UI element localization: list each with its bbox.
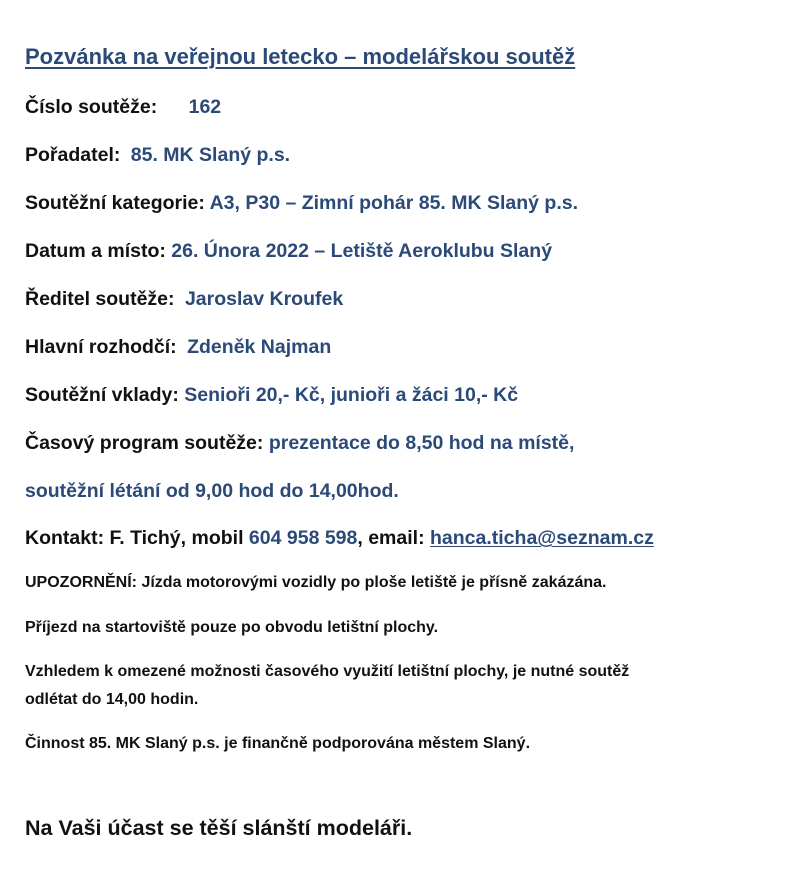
organizer-label: Pořadatel: xyxy=(25,144,121,166)
warning-note: UPOZORNĚNÍ: Jízda motorovými vozidly po ploše letiště je přísně zakázána. xyxy=(25,574,607,591)
organizer-value: 85. MK Slaný p.s. xyxy=(130,144,291,166)
schedule-value: prezentace do 8,50 hod na místě, xyxy=(268,432,575,454)
closing-line: Na Vaši účast se těší slánští modeláři. xyxy=(25,816,413,840)
invitation-document xyxy=(25,0,798,875)
competition-number-label: Číslo soutěže: xyxy=(25,96,158,118)
time-note-line-2: odlétat do 14,00 hodin. xyxy=(25,691,199,708)
director-label: Ředitel soutěže: xyxy=(25,288,175,310)
date-place-label: Datum a místo: xyxy=(25,240,166,262)
referee-row xyxy=(25,335,331,359)
fees-value: Senioři 20,- Kč, junioři a žáci 10,- Kč xyxy=(184,384,519,406)
referee-label: Hlavní rozhodčí: xyxy=(25,336,177,358)
fees-row xyxy=(25,383,518,407)
page-title: Pozvánka na veřejnou letecko – modelářskou soutěž xyxy=(25,44,576,69)
category-value: A3, P30 – Zimní pohár 85. MK Slaný p.s. xyxy=(209,192,579,214)
director-row xyxy=(25,287,343,311)
schedule-value-2: soutěžní létání od 9,00 hod do 14,00hod. xyxy=(25,480,399,502)
competition-number-value: 162 xyxy=(188,96,222,118)
category-row xyxy=(25,191,578,215)
date-place-row xyxy=(25,239,552,263)
fees-label: Soutěžní vklady: xyxy=(25,384,179,406)
contact-row xyxy=(25,526,654,550)
referee-value: Zdeněk Najman xyxy=(187,336,332,358)
contact-email-label: , email: xyxy=(357,527,425,549)
date-place-value: 26. Února 2022 – Letiště Aeroklubu Slaný xyxy=(171,240,553,262)
time-note-line-1: Vzhledem k omezené možnosti časového využití letištní plochy, je nutné soutěž xyxy=(25,663,630,680)
contact-email-link[interactable]: hanca.ticha@seznam.cz xyxy=(430,527,654,549)
contact-label: Kontakt: F. Tichý, mobil xyxy=(25,527,244,549)
schedule-label: Časový program soutěže: xyxy=(25,432,264,454)
contact-phone: 604 958 598 xyxy=(248,527,358,549)
category-label: Soutěžní kategorie: xyxy=(25,192,205,214)
competition-number-row xyxy=(25,95,221,119)
schedule-row-continued xyxy=(25,479,399,503)
director-value: Jaroslav Kroufek xyxy=(184,288,344,310)
sponsor-note: Činnost 85. MK Slaný p.s. je finančně podporována městem Slaný. xyxy=(25,735,531,752)
schedule-row xyxy=(25,431,574,455)
access-note: Příjezd na startoviště pouze po obvodu letištní plochy. xyxy=(25,619,439,636)
organizer-row xyxy=(25,143,290,167)
